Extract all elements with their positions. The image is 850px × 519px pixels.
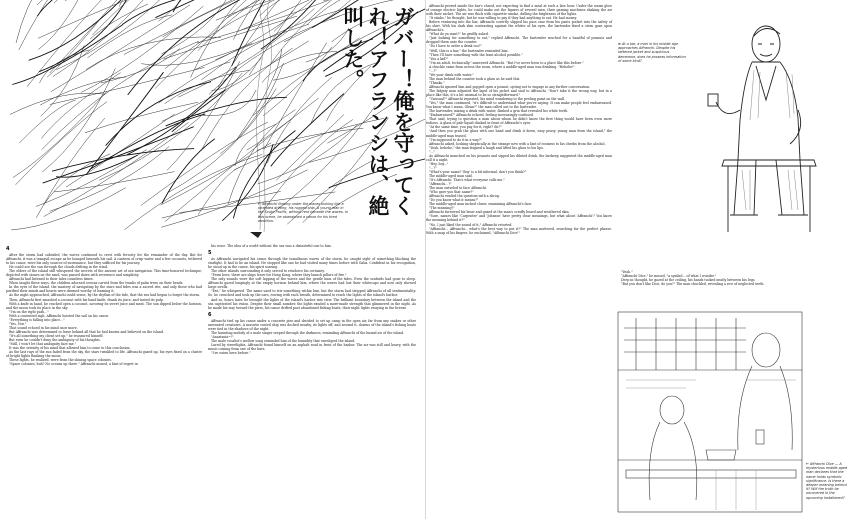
storm-stroke (141, 122, 268, 206)
paragraph: As Affranchi navigated his canoe through the tumultuous waves of the storm, he caught sight of something blocking the starlight. It had to be an island. He stopped like one he had visited many times before with Gaba. Confident in his recognition, he stood up in the canoe, his spirit soaring. (208, 257, 416, 270)
paragraph: Affranchi had listened to their tales countless times. (9, 277, 94, 282)
paragraph: Affranchi ignored him and popped open a peanut, opting not to engage in any further conversation. (429, 84, 591, 89)
paragraph: Affranchi evaded the question with a shrug. (429, 194, 500, 199)
storm-stroke (172, 90, 226, 132)
paragraph: "Yeah, hehehe," the man feigned a laugh and lifted his glass to his lips. (429, 145, 544, 150)
paragraph: "Affranchi... Affranchi... what's the best way to put it?" The man muttered, searching for the perfect phrase. With a snap of his fingers, he exclaimed, "Affranchi Dice!" (426, 226, 612, 235)
storm-stroke (47, 20, 99, 77)
paragraph: The man swiveled to face Affranchi. (429, 186, 487, 191)
paragraph: "Affranchi Dice," he mused, "a symbol... of what I wonder." (621, 274, 717, 279)
storm-stroke (161, 143, 272, 205)
storm-stroke (159, 62, 231, 103)
paragraph: The elders of the island still whispered the secrets of the ancient art of sea navigation. This time-honored technique, depicted with stones on the sand, was passed down with reverence and simplicity. (6, 269, 202, 278)
storm-stroke (38, 0, 94, 50)
storm-stroke (66, 114, 175, 187)
paragraph: Affranchi tied up his canoe under a concrete pier and decided to set up camp in the open air, far from any snakes or other unwanted creatures. A massive rusted ship was docked nearby, its lights off, and around it, dozens of the island's fishing boats were tied in the shadows of the night. (208, 318, 416, 331)
paragraph: That said, trying to question a man about whom he didn't know the first thing would have been even more tedious. A glass of pale liquid clinked in front of Affranchi's eyes. (426, 117, 612, 126)
storm-stroke (89, 114, 205, 170)
paragraph: Lured by streetlights, Affranchi found himself on an asphalt road in front of the harbor. The air was still and heavy, with the music coming from one of the bars. (208, 342, 416, 351)
paragraph: "Thanks." (429, 80, 445, 85)
paragraph: The haunting melody of a male singer seeped through the darkness, reminding Affranchi of the humid air of the island. (211, 330, 405, 335)
paragraph: his voice. The idea of a world without the sea was a distasteful one to him. (211, 244, 332, 248)
storm-stroke (41, 46, 85, 117)
paragraph: Deep in thought, he gazed at the ceiling, his hands tucked neatly between his legs. (621, 278, 756, 283)
paragraph: "It's all something my client set up," he reassured himself. (9, 333, 104, 338)
paragraph: "Embarrassed?" Affranchi echoed, feeling increasingly confused. (429, 113, 534, 118)
storm-stroke (167, 61, 240, 170)
paragraph: "And then you grab the glass with one hand and drink it down, easy peasy, young man from the island," the middle-aged man teased. (426, 129, 612, 138)
paragraph: "We your drink with water." (429, 72, 474, 77)
bar-man-caption-text: At a bar, a man in his middle age approaches Affranchi. Despite his tattered jacket and suspicious demeanor, does he possess information of some kind? (618, 42, 686, 63)
storm-stroke (38, 0, 136, 38)
section-number: 5 (208, 250, 212, 257)
storm-stroke (12, 25, 122, 85)
paragraph: The male vocalist's mellow song reminded him of the humidity that enveloped the island. (211, 338, 356, 343)
storm-stroke (197, 0, 338, 43)
paragraph: "I've eaten here before." (211, 351, 251, 356)
paragraph: "Yes, Nor." (9, 321, 27, 326)
paragraph: When taught these ways, the children adorned crowns carved from the trunks of palm trees on their heads. (9, 281, 184, 286)
left-column-1 (6, 244, 202, 366)
paragraph: As the night approached, Affranchi could sense, by the rhythm of the tide, that the sea had begun to forget the storm. (9, 293, 200, 298)
paragraph: He could see the sun through the clouds drifting in the wind. (9, 265, 108, 270)
storm-stroke (87, 72, 164, 174)
japanese-title: ガバー！俺を守ってくれ！アフランシは、絶叫した。 (341, 6, 415, 216)
illustration-caption (258, 202, 350, 223)
storm-stroke (261, 0, 342, 49)
storm-stroke (201, 9, 344, 80)
paragraph: The fidgety man adjusted the lapel of his jacket and said to Affranchi, "Don't take it the wrong way, but in a place like this, it's a bit unusual to be so straightforward." (426, 88, 612, 98)
paragraph: In the eyes of the island, the mastery of navigating by the stars and tides was a sacred rite, and only those who had purified their minds and hearts were deemed worthy of learning it. (6, 285, 202, 294)
paragraph: "It stinks," he thought, but he was willing to pay if they had anything to eat. He had money. (429, 16, 577, 21)
paragraph: Affranchi asked, looking skeptically at the strange new with a hint of rosiness to his cheeks from the alcohol. (429, 141, 606, 146)
storm-stroke (128, 0, 247, 95)
paragraph: "Affranchi...?" (429, 182, 452, 187)
section-number: 6 (208, 311, 212, 318)
arrow-right-icon: ➡ (618, 42, 621, 46)
paragraph: These lights, he realized, were from the shining space colonies. (9, 358, 112, 363)
paragraph: "Then I'll have something with the least alcohol possible." (429, 52, 523, 57)
storm-stroke (65, 0, 206, 1)
paragraph: "From here, there are ships leave for Hong Kong, where they launch pillars of fire." (211, 273, 347, 278)
paragraph: The man behind the counter took a glass as he said this. (429, 76, 521, 81)
paragraph: Before venturing into the bar, Affranchi covertly slipped his pass case from his pants pocket into the safety of his shirt. With his dark skin contrasting against the whites of his eyes, the bartender fixed a stern gaze upon Affranchi's. (426, 20, 612, 33)
paragraph: "I'm supposed to do it in a way?" (429, 137, 483, 142)
arrow-left-icon: ← (806, 462, 809, 466)
illustration-caption-text: Affranchi flowing under the waves looking like a stranded drifting, his rugged ship. A young man in the South Pacific, without rest beneath the waves. In this scene, he abandoned a canoe for his tired ambition. (258, 202, 348, 223)
bar-man-caption (618, 42, 686, 63)
seated-man-illustration (694, 10, 834, 240)
paragraph: "Still, I won't let that ambiguity faze me." (9, 342, 77, 347)
paragraph: The bartender, mixing a drink with water, flashed a grin that revealed his white teeth. (429, 109, 569, 114)
storm-stroke (37, 0, 99, 16)
storm-stroke (198, 167, 240, 215)
paragraph: "Hey, boy..." (429, 161, 449, 166)
storm-stroke (40, 50, 90, 83)
storm-stroke (191, 0, 250, 78)
paragraph: "Unusual?" Affranchi repeated, his mind wandering to the peeling paint on the wall. (429, 97, 566, 102)
storm-stroke (165, 0, 319, 69)
paragraph: "But you don't like Dice, do you?" The man chuckled, revealing a row of neglected teeth. (621, 282, 765, 287)
storm-stroke (106, 82, 211, 146)
arrow-left-icon: ← (258, 202, 261, 206)
paragraph: "What's your name? 'Boy' is a bit informal, don't you think?" (429, 169, 527, 174)
paragraph: And so, hours later, he brought the lights of the island's harbor into view. The brilliant boundary between the island and the sea captivated his vision. Despite their small number, the lights exuded a more-made strength that glimmered in the night. As he made his way toward the piers, his canoe drifted past abandoned fishing boats, their night lights swaying in the breeze. (208, 297, 416, 310)
paragraph: With a knife in hand, he cracked open a coconut, savoring its sweet juice and meat. The sun dipped below the horizon, and the moon took its place in the sky. (6, 301, 202, 310)
paragraph: With a contented sigh, Affranchi hoisted the sail on his canoe. (9, 313, 110, 318)
storm-stroke (215, 24, 308, 60)
paragraph: "No, I just liked the sound of it," Affranchi retorted. (429, 222, 513, 227)
storm-stroke (36, 150, 147, 207)
paragraph: Affranchi peered inside the bar's closed, not expecting to find a meal at such a late hour. Under the warm glow of orange electric lights, he could make out the figures of several men, their gaming machines shaking the air with their racket. The air was thick with cigarette smoke, dulling the brightness of the lights. (426, 4, 612, 17)
paragraph: But Affranchi was determined to leave behind all that he had known and believed on the island. (9, 329, 164, 334)
storm-stroke (124, 0, 252, 55)
section-number-4: 4 (6, 246, 10, 252)
storm-stroke (85, 102, 198, 133)
paragraph: "Just looking for something to eat," replied Affranchi. The bartender reached for a handful of peanuts and dropped them onto the counter. (426, 36, 612, 45)
paragraph: "Sure, names like 'Carpenter' and 'Johnson' have pretty clear meanings, but what about 'Affranchi'? You know the meaning behind it?" (426, 214, 612, 223)
paragraph: Affranchi furrowed his brow and gazed at the man's scruffy beard and weathered skin. (429, 210, 570, 215)
storm-stroke (36, 118, 105, 218)
paragraph: "...?" (429, 68, 437, 73)
paragraph: That sound echoed in his mind once more. (9, 325, 78, 330)
dice-caption-text: Affranchi Dice — A mysterious middle-aged man declares that the name holds symbolic significance. Is there a deeper meaning behind it? Will the truth be uncovered in the upcoming installment? (806, 462, 848, 500)
paragraph: "At the same time, you pay for it, right? Sir?" (429, 125, 502, 130)
paragraph: After the storm had subsided, the waves continued to crest with ferocity for the remainder of the day. But for Affranchi, it was a tranquil escape as he lounged beneath his sail. A canteen of crisp water and a few coconuts, tethered to his canoe, were his only sources of sustenance, but they sufficed for his journey. (6, 253, 202, 266)
paragraph: "Do you know what it means?" (429, 198, 479, 203)
dice-caption (806, 462, 850, 500)
left-column-2 (208, 244, 416, 355)
paragraph: "Well, this is a bar," the bartender reminded him. (429, 48, 509, 53)
paragraph: The middle-aged man said. (429, 173, 473, 178)
storm-stroke (267, 77, 331, 163)
paragraph: "Ees," he whispered. The name used to stir something within him, but the storm had stripped Affranchi of all sentimentality. So, he crouched and took up the oars, rowing with each breath, determined to reach the lights of the island's harbor. (208, 289, 416, 298)
bar-scene-illustration (616, 310, 804, 515)
storm-stroke (220, 63, 283, 154)
paragraph: As Affranchi munched on his peanuts and sipped his diluted drink, the barkeep suggested the middle-aged man call it a night. (426, 153, 612, 162)
storm-stroke (11, 188, 126, 230)
storm-stroke (263, 47, 332, 116)
storm-stroke (16, 0, 91, 43)
paragraph: The other islands surrounding it only served to reinforce his certainty. (211, 269, 325, 274)
paragraph: It was the serenity of his mind that allowed him to come to this conclusion. (9, 346, 131, 351)
paragraph: "Yeah." (621, 270, 633, 274)
paragraph: "The meaning?" (429, 206, 455, 211)
storm-stroke (16, 102, 108, 185)
paragraph: But even he couldn't deny the ambiguity of his thoughts. (9, 337, 101, 342)
paragraph: "Do I have to order a drink too?" (429, 44, 482, 49)
storm-stroke (52, 149, 194, 172)
paragraph: "...?" (429, 165, 437, 170)
paragraph: "I'm an adult, technically," answered Affranchi. "But I've never been to a place like this before." (429, 60, 584, 65)
paragraph: "Everything is falling into place..." (9, 317, 65, 322)
paragraph: The middle-aged man inched closer, examining Affranchi's face. (429, 202, 533, 207)
paragraph: "..." (429, 149, 435, 154)
storm-stroke (40, 77, 126, 105)
paragraph: The only sounds were the soft lapping of the waves and the gentle hum of the tides. Even the seabirds had gone to sleep. Affranchi gazed longingly at the empty horizon behind him, where the waves had lost their whitecaps and now only showed large swells. (208, 277, 416, 290)
storm-stroke (195, 0, 332, 69)
paragraph: A chuckle came from across the room, where a middle-aged man was drinking. "Hehehe!" (429, 64, 575, 69)
storm-stroke (227, 0, 327, 18)
storm-stroke (271, 94, 344, 167)
paragraph: Then, Affranchi first smashed a coconut with his hand knife, drank its juice, and tasted its pulp. (9, 297, 164, 302)
right-page (425, 0, 850, 519)
paragraph: "Anastasia~!" (211, 334, 234, 339)
paragraph: As the last rays of the sun faded from the sky, the stars twinkled to life. Affranchi gazed up, his eyes fixed on a cluster of bright lights flanking the moon. (6, 350, 202, 359)
storm-stroke (122, 0, 245, 25)
storm-stroke (141, 43, 252, 65)
right-column-2 (618, 270, 818, 286)
paragraph: "Space colonies, huh? No oceans up there." Affranchi mused, a hint of regret in (9, 362, 138, 367)
storm-stroke (168, 89, 277, 193)
right-column-1 (426, 4, 612, 235)
paragraph: "Who gave you that name?" (429, 190, 474, 195)
paragraph: "Yes," the man continued, "it's difficult to understand what you're saying. It can make people feel embarrassed. You know what I mean, Glenn?" the man called out to the bartender. (426, 101, 612, 110)
paragraph: "What do ya want?" he gruffly asked. (429, 32, 489, 37)
paragraph: "I'm on the right path..." (9, 309, 49, 314)
paragraph: "It's Affranchi. That's what everyone calls me." (429, 178, 505, 183)
storm-stroke (56, 0, 173, 70)
paragraph: "You a kid?" (429, 56, 449, 61)
